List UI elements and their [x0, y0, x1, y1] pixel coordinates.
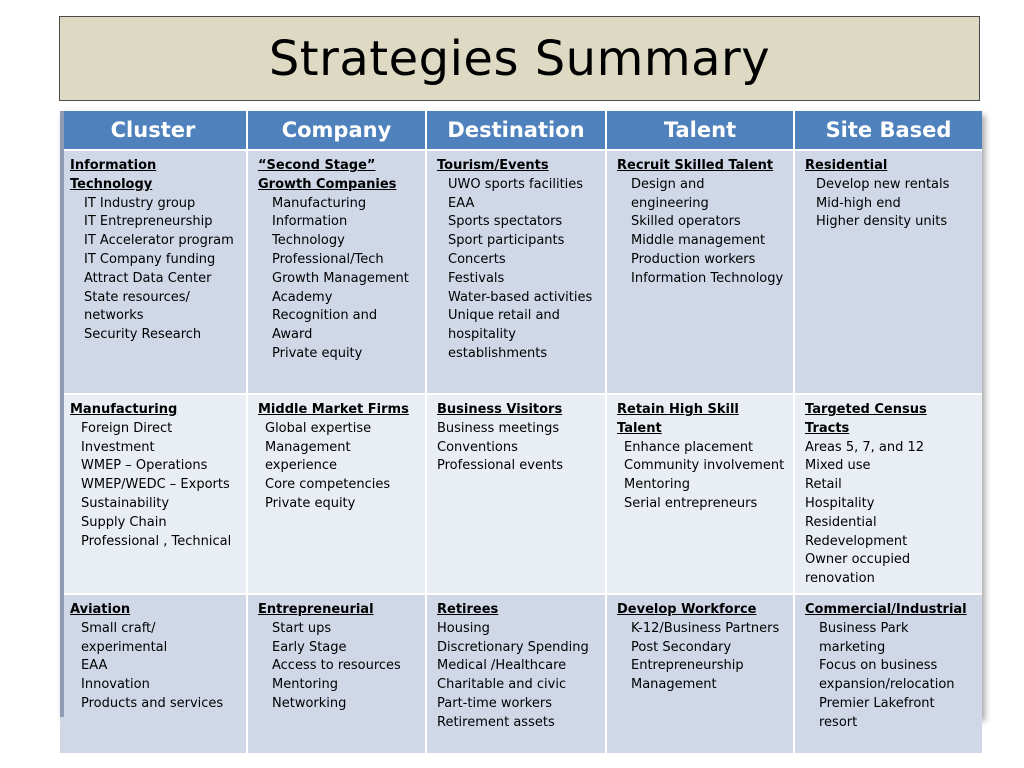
list-item: Manufacturing — [272, 195, 367, 211]
column-header-site-based: Site Based — [794, 111, 982, 150]
list-item: Festivals — [448, 270, 505, 286]
column-header-talent: Talent — [606, 111, 794, 150]
table-row — [60, 394, 982, 594]
list-item: Professional events — [437, 458, 564, 474]
list-item: UWO sports facilities — [448, 176, 584, 192]
cell-heading: Residential — [805, 158, 888, 173]
list-item: Sustainability — [81, 495, 170, 511]
list-item: IT Entrepreneurship — [84, 214, 213, 230]
table-cell-site-based — [794, 594, 982, 754]
cell-heading: Business Visitors — [437, 402, 563, 417]
strategies-table — [60, 111, 982, 755]
list-item: Sport participants — [448, 233, 565, 249]
list-item: Unique retail and hospitality establishments — [448, 308, 560, 361]
table-cell-company — [247, 394, 426, 594]
list-item: EAA — [448, 195, 475, 211]
table-cell-cluster — [60, 594, 247, 754]
list-item: Community involvement — [624, 458, 785, 474]
slide-title-box — [59, 16, 980, 101]
table-cell-cluster — [60, 394, 247, 594]
cell-heading: Recruit Skilled Talent — [617, 158, 774, 173]
list-item: Discretionary Spending — [437, 639, 589, 655]
cell-heading: Targeted Census Tracts — [805, 402, 927, 436]
list-item: Management — [631, 677, 717, 693]
list-item: State resources/ networks — [84, 289, 190, 324]
list-item: Innovation — [81, 677, 150, 693]
cell-heading: Middle Market Firms — [258, 402, 409, 417]
list-item: Access to resources — [272, 658, 401, 674]
list-item: Private equity — [265, 495, 356, 511]
list-item: Sports spectators — [448, 214, 563, 230]
table-cell-cluster — [60, 150, 247, 394]
table-cell-company — [247, 150, 426, 394]
list-item: Water-based activities — [448, 289, 593, 305]
list-item: Products and services — [81, 695, 224, 711]
list-item: Entrepreneurship — [631, 658, 744, 674]
list-item: Supply Chain — [81, 514, 167, 530]
list-item: Business meetings — [437, 420, 560, 436]
list-item: IT Industry group — [84, 195, 196, 211]
list-item: Areas 5, 7, and 12 — [805, 439, 925, 455]
cell-heading: Tourism/Events — [437, 158, 549, 173]
list-item: Business Park marketing — [819, 620, 909, 655]
list-item: EAA — [81, 658, 108, 674]
cell-heading: “Second Stage” Growth Companies — [258, 158, 397, 192]
slide-title: Strategies Summary — [268, 30, 771, 87]
list-item: Design and engineering — [631, 176, 709, 211]
list-item: Hospitality — [805, 495, 875, 511]
table-row — [60, 150, 982, 394]
list-item: Early Stage — [272, 639, 347, 655]
list-item: Core competencies — [265, 477, 391, 493]
list-item: Management experience — [265, 439, 351, 474]
list-item: Conventions — [437, 439, 518, 455]
list-item: Premier Lakefront resort — [819, 695, 935, 730]
table-cell-destination — [426, 594, 606, 754]
cell-heading: Information Technology — [70, 158, 157, 192]
list-item: Mid-high end — [816, 195, 901, 211]
table-cell-talent — [606, 150, 794, 394]
list-item: Retail — [805, 477, 842, 493]
cell-heading: Manufacturing — [70, 402, 178, 417]
list-item: Information Technology — [631, 270, 784, 286]
table-cell-company — [247, 594, 426, 754]
list-item: IT Company funding — [84, 251, 216, 267]
list-item: Post Secondary — [631, 639, 732, 655]
list-item: Higher density units — [816, 214, 948, 230]
list-item: Concerts — [448, 251, 506, 267]
list-item: IT Accelerator program — [84, 233, 234, 249]
list-item: WMEP/WEDC – Exports — [81, 477, 230, 493]
list-item: Medical /Healthcare — [437, 658, 567, 674]
cell-heading: Retain High Skill Talent — [617, 402, 739, 436]
list-item: Charitable and civic — [437, 677, 567, 693]
list-item: Enhance placement — [624, 439, 754, 455]
cell-heading: Develop Workforce — [617, 601, 757, 617]
list-item: Professional , Technical — [81, 533, 232, 549]
list-item: Owner occupied renovation — [805, 552, 911, 587]
table-cell-destination — [426, 150, 606, 394]
cell-heading: Entrepreneurial — [258, 601, 374, 617]
cell-heading: Commercial/Industrial — [805, 601, 967, 617]
list-item: Develop new rentals — [816, 176, 950, 192]
list-item: Start ups — [272, 620, 332, 636]
list-item: Attract Data Center — [84, 270, 212, 286]
cell-heading: Aviation — [70, 601, 131, 617]
list-item: Mentoring — [272, 677, 338, 693]
list-item: Housing — [437, 620, 490, 636]
list-item: Global expertise — [265, 420, 372, 436]
list-item: Part-time workers — [437, 695, 552, 711]
list-item: Production workers — [631, 251, 756, 267]
list-item: Foreign Direct Investment — [81, 420, 173, 455]
list-item: Recognition and Award — [272, 308, 378, 343]
table-cell-site-based — [794, 150, 982, 394]
list-item: Mixed use — [805, 458, 871, 474]
list-item: K-12/Business Partners — [631, 620, 780, 636]
list-item: Private equity — [272, 345, 363, 361]
column-header-cluster: Cluster — [60, 111, 247, 150]
list-item: Serial entrepreneurs — [624, 495, 758, 511]
strategies-table-container — [60, 111, 982, 730]
list-item: Mentoring — [624, 477, 690, 493]
table-row — [60, 594, 982, 754]
list-item: Focus on business expansion/relocation — [819, 658, 955, 693]
column-header-destination: Destination — [426, 111, 606, 150]
list-item: Skilled operators — [631, 214, 741, 230]
list-item: Growth Management Academy — [272, 270, 409, 305]
cell-heading: Retirees — [437, 601, 499, 617]
table-header-row — [60, 111, 982, 150]
list-item: Networking — [272, 695, 347, 711]
list-item: Residential Redevelopment — [805, 514, 908, 549]
table-cell-destination — [426, 394, 606, 594]
table-cell-talent — [606, 594, 794, 754]
list-item: Retirement assets — [437, 714, 555, 730]
list-item: Information Technology — [272, 214, 348, 249]
list-item: WMEP – Operations — [81, 458, 208, 474]
column-header-company: Company — [247, 111, 426, 150]
table-cell-talent — [606, 394, 794, 594]
table-cell-site-based — [794, 394, 982, 594]
list-item: Security Research — [84, 327, 202, 343]
list-item: Professional/Tech — [272, 251, 384, 267]
list-item: Small craft/ experimental — [81, 620, 168, 655]
list-item: Middle management — [631, 233, 766, 249]
